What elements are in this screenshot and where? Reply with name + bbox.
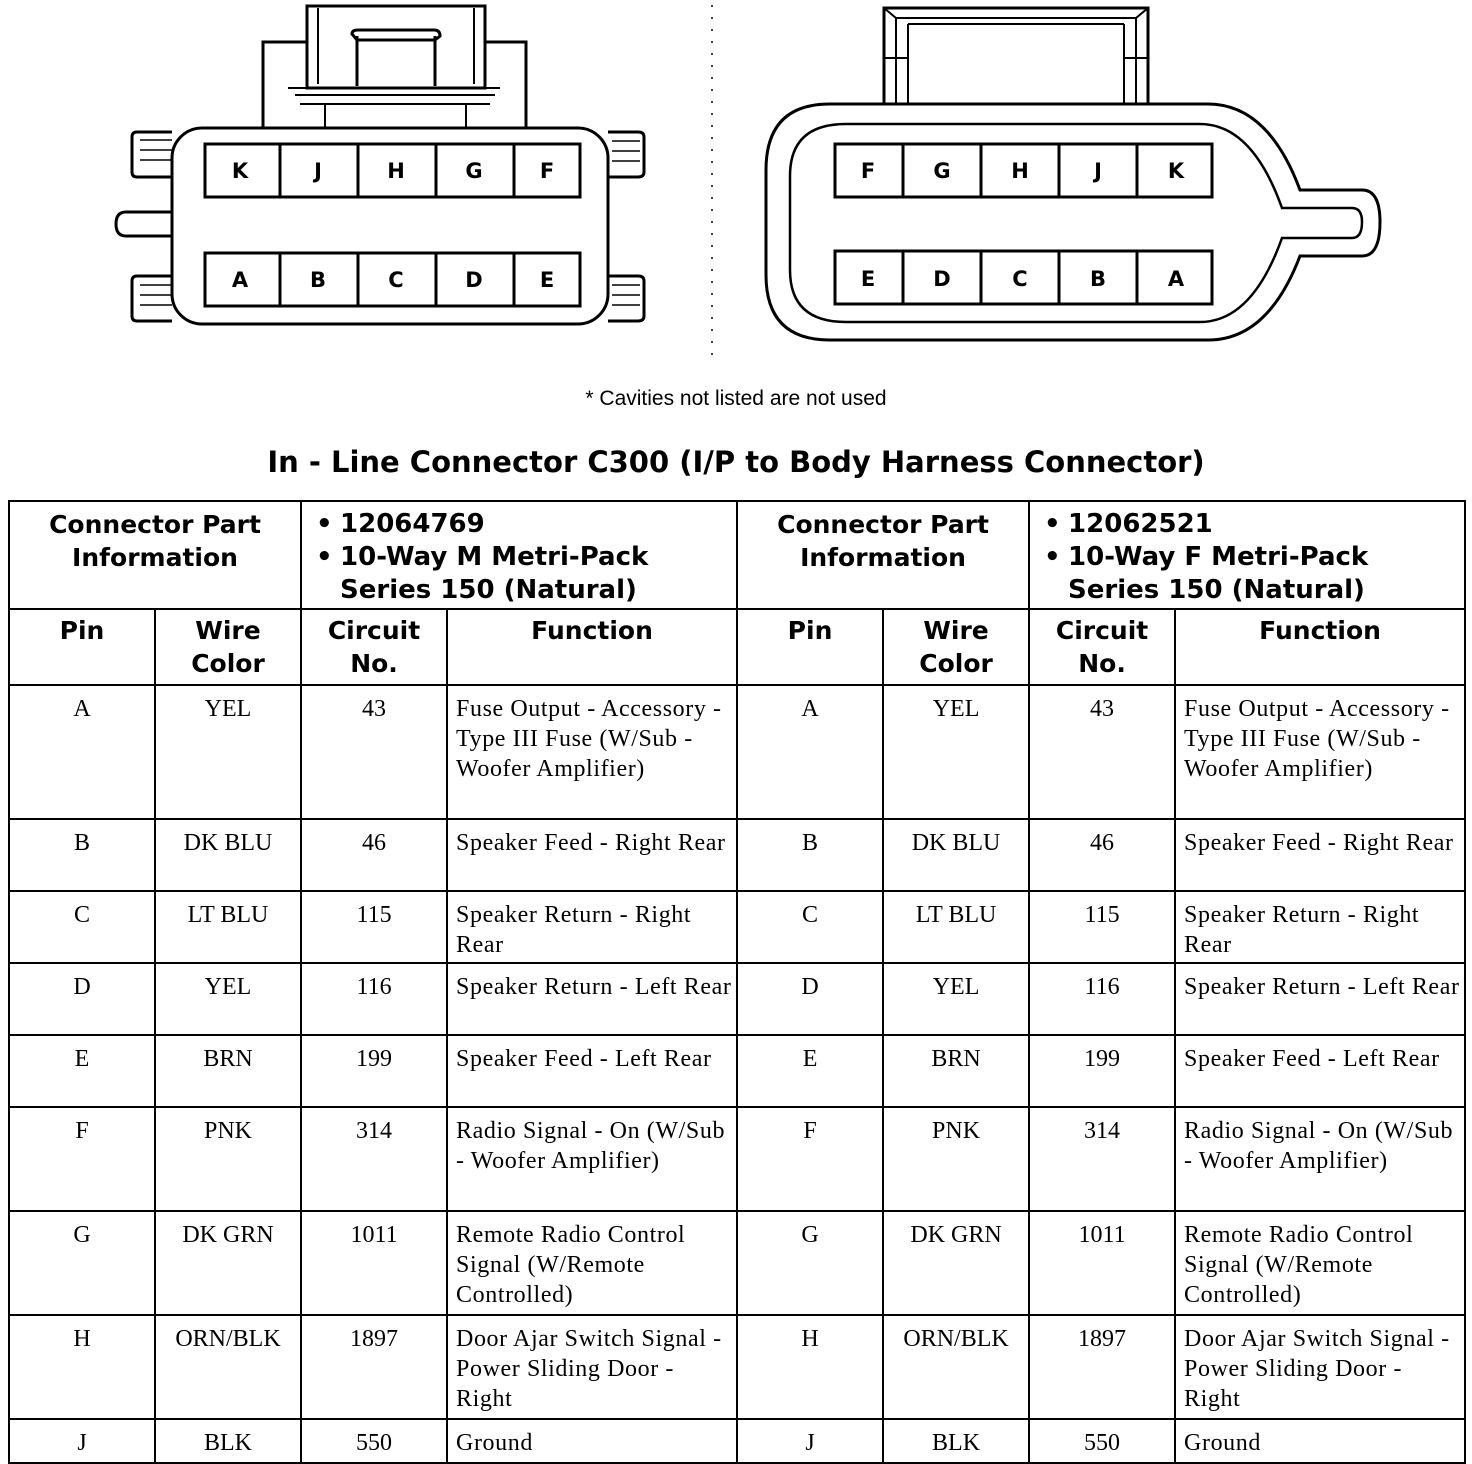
pin-cell: F	[9, 1107, 155, 1211]
header-pin: Pin	[9, 609, 155, 685]
circuit-cell: 43	[301, 685, 447, 819]
circuit-cell: 550	[301, 1419, 447, 1463]
part-number: 12062521	[1068, 509, 1213, 539]
left-pin-label: C	[388, 268, 404, 292]
wire-color-cell: ORN/BLK	[883, 1315, 1029, 1419]
header-function: Function	[1175, 609, 1465, 685]
right-pin-label: F	[860, 159, 876, 183]
pin-cell: G	[9, 1211, 155, 1315]
function-cell: Remote Radio Control Signal (W/Remote Controlled)	[1175, 1211, 1465, 1315]
pin-cell: C	[9, 891, 155, 963]
unused-cavities-note: * Cavities not listed are not used	[585, 387, 887, 410]
wire-color-cell: YEL	[883, 963, 1029, 1035]
left-pin-label: A	[231, 268, 249, 292]
connector-series: Series 150 (Natural)	[1068, 575, 1365, 605]
function-cell: Speaker Feed - Right Rear	[1175, 819, 1465, 891]
table-row	[9, 1035, 1465, 1107]
pin-cell: G	[737, 1211, 883, 1315]
function-cell: Speaker Feed - Left Rear	[447, 1035, 737, 1107]
left-pin-label: D	[465, 268, 483, 292]
right-pin-label: C	[1012, 267, 1028, 291]
header-line: Circuit	[327, 616, 421, 645]
wire-color-cell: LT BLU	[155, 891, 301, 963]
pin-cell: D	[737, 963, 883, 1035]
bullet: •	[316, 509, 333, 539]
function-cell: Speaker Return - Right Rear	[447, 891, 737, 963]
wire-color-cell: YEL	[155, 685, 301, 819]
pin-cell: F	[737, 1107, 883, 1211]
right-pin-label: J	[1094, 159, 1102, 183]
header-wire-color	[155, 609, 301, 685]
function-cell: Ground	[447, 1419, 737, 1463]
function-cell: Ground	[1175, 1419, 1465, 1463]
column-header-row	[9, 609, 1465, 685]
wire-color-cell: BLK	[883, 1419, 1029, 1463]
function-cell: Door Ajar Switch Signal - Power Sliding Door - Right	[447, 1315, 737, 1419]
header-circuit	[301, 609, 447, 685]
connector-diagram	[0, 0, 1472, 400]
pin-cell: B	[737, 819, 883, 891]
wire-color-cell: BLK	[155, 1419, 301, 1463]
circuit-cell: 314	[301, 1107, 447, 1211]
function-cell: Door Ajar Switch Signal - Power Sliding Door - Right	[1175, 1315, 1465, 1419]
pinout-table	[8, 500, 1466, 1464]
pin-cell: H	[737, 1315, 883, 1419]
pin-cell: A	[737, 685, 883, 819]
table-row	[9, 891, 1465, 963]
wire-color-cell: DK GRN	[883, 1211, 1029, 1315]
pin-cell: H	[9, 1315, 155, 1419]
bullet: •	[1044, 509, 1061, 539]
header-line: Color	[919, 649, 993, 678]
wire-color-cell: BRN	[883, 1035, 1029, 1107]
wire-color-cell: PNK	[155, 1107, 301, 1211]
circuit-cell: 115	[1029, 891, 1175, 963]
left-pin-label: E	[539, 268, 555, 292]
circuit-cell: 1897	[1029, 1315, 1175, 1419]
header-line: No.	[1078, 649, 1126, 678]
right-pin-label: H	[1011, 159, 1029, 183]
connector-info-left	[301, 501, 737, 609]
left-pin-label: B	[309, 268, 327, 292]
pin-cell: D	[9, 963, 155, 1035]
connector-series: Series 150 (Natural)	[340, 575, 637, 605]
pin-cell: E	[737, 1035, 883, 1107]
wire-color-cell: BRN	[155, 1035, 301, 1107]
circuit-cell: 1011	[1029, 1211, 1175, 1315]
circuit-cell: 314	[1029, 1107, 1175, 1211]
circuit-cell: 46	[301, 819, 447, 891]
left-connector	[116, 6, 644, 324]
info-label-line: Connector Part	[777, 510, 989, 539]
right-pin-label: E	[860, 267, 876, 291]
right-pin-label: D	[933, 267, 951, 291]
left-pin-label: K	[231, 159, 249, 183]
bullet: •	[1044, 542, 1061, 572]
function-cell: Speaker Feed - Left Rear	[1175, 1035, 1465, 1107]
left-pin-label: F	[539, 159, 555, 183]
header-line: Circuit	[1055, 616, 1149, 645]
circuit-cell: 199	[301, 1035, 447, 1107]
left-pin-label: H	[387, 159, 405, 183]
pin-cell: A	[9, 685, 155, 819]
pin-cell: J	[737, 1419, 883, 1463]
wire-color-cell: PNK	[883, 1107, 1029, 1211]
circuit-cell: 1011	[301, 1211, 447, 1315]
function-cell: Radio Signal - On (W/Sub - Woofer Amplifier)	[1175, 1107, 1465, 1211]
circuit-cell: 46	[1029, 819, 1175, 891]
info-label-line: Connector Part	[49, 510, 261, 539]
wire-color-cell: YEL	[883, 685, 1029, 819]
header-pin: Pin	[737, 609, 883, 685]
wire-color-cell: LT BLU	[883, 891, 1029, 963]
pin-cell: E	[9, 1035, 155, 1107]
right-pin-label: B	[1089, 267, 1107, 291]
connector-table-title: In - Line Connector C300 (I/P to Body Harness Connector)	[267, 445, 1205, 479]
table-row	[9, 685, 1465, 819]
left-pin-label: G	[465, 159, 483, 183]
table-row	[9, 963, 1465, 1035]
wire-color-cell: DK BLU	[155, 819, 301, 891]
function-cell: Speaker Return - Left Rear	[447, 963, 737, 1035]
function-cell: Fuse Output - Accessory - Type III Fuse (W/Sub - Woofer Amplifier)	[447, 685, 737, 819]
table-row	[9, 819, 1465, 891]
function-cell: Speaker Return - Right Rear	[1175, 891, 1465, 963]
function-cell: Radio Signal - On (W/Sub - Woofer Amplifier)	[447, 1107, 737, 1211]
info-label-line: Information	[72, 543, 238, 572]
header-circuit	[1029, 609, 1175, 685]
wire-color-cell: DK GRN	[155, 1211, 301, 1315]
function-cell: Speaker Feed - Right Rear	[447, 819, 737, 891]
circuit-cell: 116	[301, 963, 447, 1035]
part-number: 12064769	[340, 509, 485, 539]
header-wire-color	[883, 609, 1029, 685]
connector-description: 10-Way M Metri-Pack	[340, 542, 649, 572]
header-line: Color	[191, 649, 265, 678]
wire-color-cell: ORN/BLK	[155, 1315, 301, 1419]
header-line: Wire	[923, 616, 989, 645]
right-pin-label: A	[1167, 267, 1185, 291]
bullet: •	[316, 542, 333, 572]
table-row	[9, 1211, 1465, 1315]
circuit-cell: 43	[1029, 685, 1175, 819]
function-cell: Remote Radio Control Signal (W/Remote Controlled)	[447, 1211, 737, 1315]
connector-info-right	[1029, 501, 1465, 609]
function-cell: Speaker Return - Left Rear	[1175, 963, 1465, 1035]
circuit-cell: 115	[301, 891, 447, 963]
circuit-cell: 1897	[301, 1315, 447, 1419]
connector-info-label-left	[9, 501, 301, 609]
circuit-cell: 116	[1029, 963, 1175, 1035]
connector-description: 10-Way F Metri-Pack	[1068, 542, 1369, 572]
connector-info-row	[9, 501, 1465, 609]
connector-info-label-right	[737, 501, 1029, 609]
left-pin-label: J	[314, 159, 322, 183]
table-row	[9, 1107, 1465, 1211]
wire-color-cell: YEL	[155, 963, 301, 1035]
header-function: Function	[447, 609, 737, 685]
circuit-cell: 199	[1029, 1035, 1175, 1107]
right-pin-label: K	[1167, 159, 1185, 183]
right-connector	[766, 8, 1380, 340]
header-line: No.	[350, 649, 398, 678]
function-cell: Fuse Output - Accessory - Type III Fuse (W/Sub - Woofer Amplifier)	[1175, 685, 1465, 819]
table-row	[9, 1315, 1465, 1419]
table-row	[9, 1419, 1465, 1463]
circuit-cell: 550	[1029, 1419, 1175, 1463]
pin-cell: C	[737, 891, 883, 963]
pin-cell: B	[9, 819, 155, 891]
pin-cell: J	[9, 1419, 155, 1463]
info-label-line: Information	[800, 543, 966, 572]
wire-color-cell: DK BLU	[883, 819, 1029, 891]
header-line: Wire	[195, 616, 261, 645]
right-pin-label: G	[933, 159, 951, 183]
